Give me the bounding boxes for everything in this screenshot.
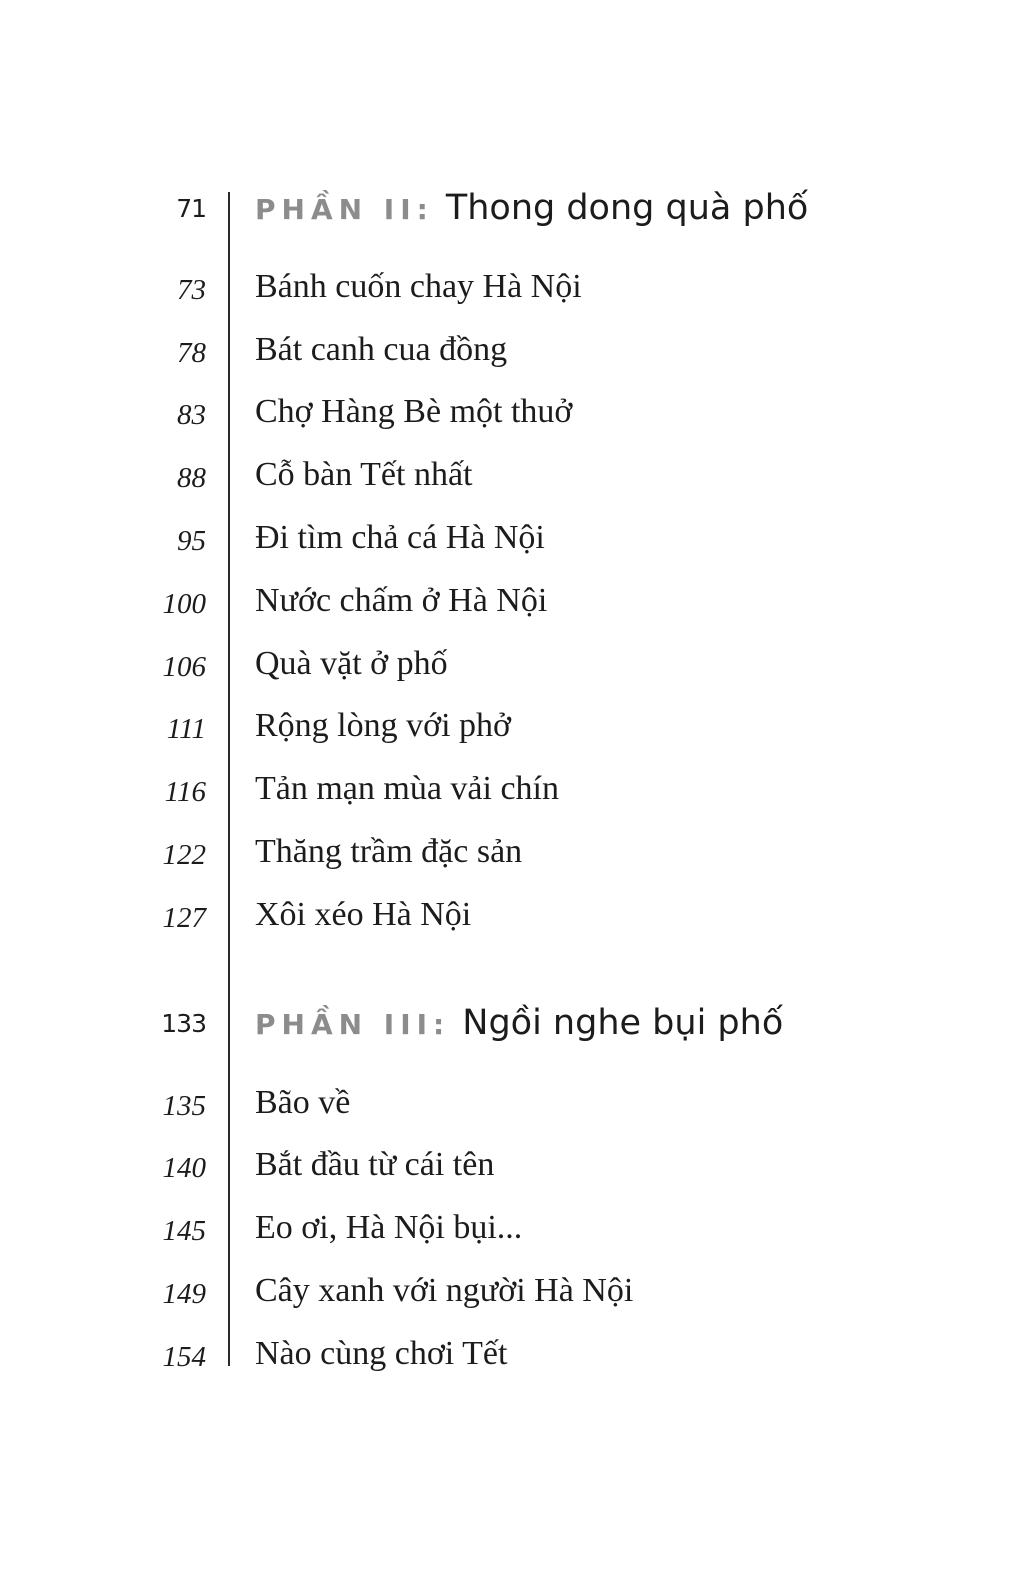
entry-title: Cỗ bàn Tết nhất	[255, 456, 473, 493]
part-title: Ngồi nghe bụi phố	[462, 1003, 784, 1043]
entry-title: Quà vặt ở phố	[255, 645, 448, 682]
entry-page-number: 145	[162, 1215, 206, 1247]
entry-title: Thăng trầm đặc sản	[255, 833, 523, 870]
entry-page-number: 154	[162, 1341, 206, 1373]
part-page-number: 71	[176, 194, 206, 223]
part-heading	[255, 188, 808, 228]
part-page-number: 133	[161, 1009, 206, 1038]
vertical-divider	[228, 192, 230, 1366]
entry-page-number: 83	[177, 399, 206, 431]
entry-title: Bão về	[255, 1084, 351, 1121]
entry-title: Chợ Hàng Bè một thuở	[255, 393, 573, 430]
entry-title: Nước chấm ở Hà Nội	[255, 582, 548, 619]
entry-title: Eo ơi, Hà Nội bụi...	[255, 1209, 523, 1246]
entry-title: Nào cùng chơi Tết	[255, 1335, 508, 1372]
entry-page-number: 100	[162, 588, 206, 620]
entry-page-number: 106	[162, 651, 206, 683]
entry-title: Rộng lòng với phở	[255, 707, 512, 744]
entry-page-number: 78	[177, 337, 206, 369]
entry-page-number: 111	[166, 713, 206, 745]
entry-title: Cây xanh với người Hà Nội	[255, 1272, 634, 1309]
entry-page-number: 116	[164, 776, 206, 808]
entry-page-number: 73	[177, 274, 206, 306]
part-heading	[255, 1003, 783, 1043]
entry-page-number: 149	[162, 1278, 206, 1310]
part-label: PHẦN II:	[255, 193, 434, 226]
entry-page-number: 95	[177, 525, 206, 557]
entry-page-number: 88	[177, 462, 206, 494]
entry-page-number: 127	[162, 902, 206, 934]
entry-title: Bắt đầu từ cái tên	[255, 1146, 495, 1183]
entry-page-number: 135	[162, 1090, 206, 1122]
entry-title: Đi tìm chả cá Hà Nội	[255, 519, 545, 556]
entry-page-number: 140	[162, 1152, 206, 1184]
part-title: Thong dong quà phố	[445, 188, 809, 228]
entry-title: Xôi xéo Hà Nội	[255, 896, 472, 933]
entry-page-number: 122	[162, 839, 206, 871]
part-label: PHẦN III:	[255, 1008, 451, 1041]
entry-title: Tản mạn mùa vải chín	[255, 770, 560, 807]
entry-title: Bát canh cua đồng	[255, 331, 508, 368]
entry-title: Bánh cuốn chay Hà Nội	[255, 268, 582, 305]
